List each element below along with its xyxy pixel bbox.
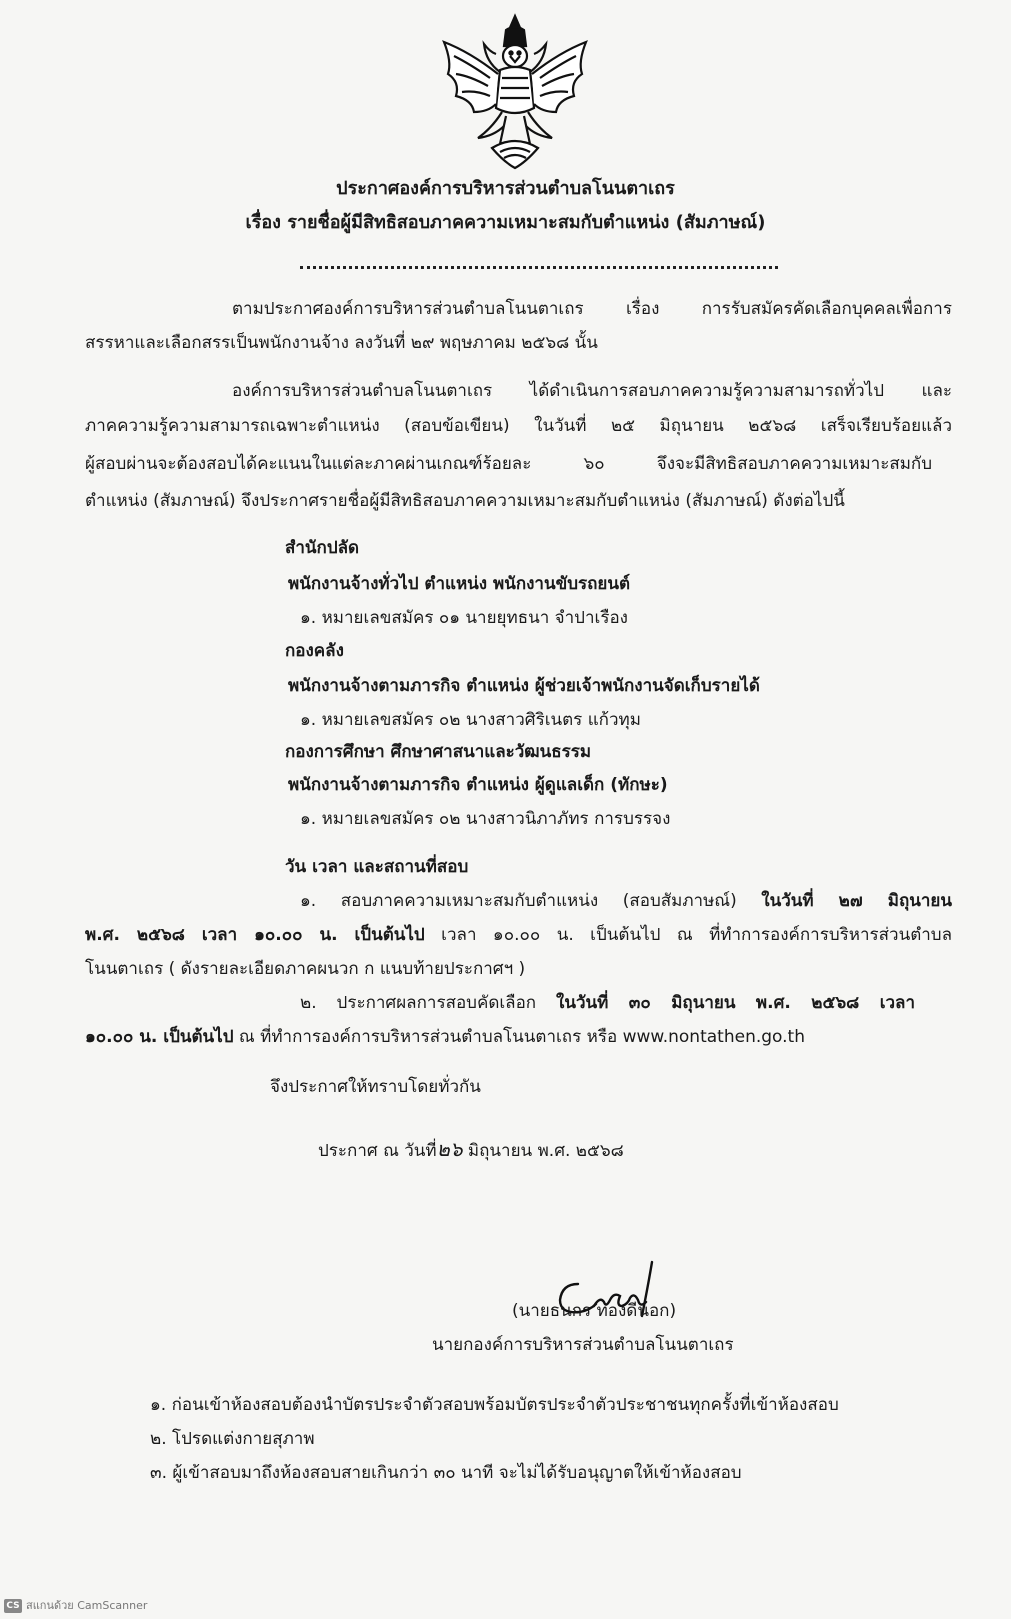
department-position: พนักงานจ้างตามภารกิจ ตำแหน่ง ผู้ช่วยเจ้าพนักงานจัดเก็บรายได้ — [288, 676, 760, 696]
signer-name: (นายธนกร ทองดีนอก) — [512, 1301, 677, 1321]
signer-title: นายกองค์การบริหารส่วนตำบลโนนตาเถร — [432, 1335, 734, 1355]
garuda-emblem-icon — [430, 12, 600, 172]
candidate-entry: ๑. หมายเลขสมัคร ๐๒ นางสาวนิภาภัทร การบรรจง — [300, 809, 671, 829]
schedule-item-2-line-2: ๑๐.๐๐ น. เป็นต้นไป ณ ที่ทำการองค์การบริหารส่วนตำบลโนนตาเถร หรือ www.nontathen.go.th — [85, 1027, 805, 1047]
schedule-item-1-line-2: พ.ศ. ๒๕๖๘ เวลา ๑๐.๐๐ น. เป็นต้นไป เวลา ๑๐.๐๐ น. เป็นต้นไป ณ ที่ทำการองค์การบริหารส่วนตำบล — [85, 925, 953, 945]
scanner-watermark: CS สแกนด้วย CamScanner — [4, 1596, 147, 1614]
department-position: พนักงานจ้างตามภารกิจ ตำแหน่ง ผู้ดูแลเด็ก (ทักษะ) — [288, 775, 668, 795]
camscanner-logo-icon: CS — [4, 1599, 22, 1613]
announcement-title: ประกาศองค์การบริหารส่วนตำบลโนนตาเถร — [336, 178, 675, 199]
title-divider — [300, 266, 778, 269]
department-name: สำนักปลัด — [285, 538, 360, 558]
closing-statement: จึงประกาศให้ทราบโดยทั่วกัน — [270, 1077, 481, 1097]
note-item: ๒. โปรดแต่งกายสุภาพ — [150, 1429, 315, 1449]
note-item: ๑. ก่อนเข้าห้องสอบต้องนำบัตรประจำตัวสอบพร้อมบัตรประจำตัวประชาชนทุกครั้งที่เข้าห้องสอบ — [150, 1395, 839, 1415]
schedule-item-2-line-1: ๒. ประกาศผลการสอบคัดเลือก ในวันที่ ๓๐ มิถุนายน พ.ศ. ๒๕๖๘ เวลา — [300, 993, 916, 1013]
schedule-item-1-line-1: ๑. สอบภาคความเหมาะสมกับตำแหน่ง (สอบสัมภาษณ์) ในวันที่ ๒๗ มิถุนายน — [300, 891, 952, 911]
paragraph-2-line-1: องค์การบริหารส่วนตำบลโนนตาเถร ได้ดำเนินการสอบภาคความรู้ความสามารถทั่วไป และ — [232, 381, 952, 401]
paragraph-1-line-2: สรรหาและเลือกสรรเป็นพนักงานจ้าง ลงวันที่ ๒๙ พฤษภาคม ๒๕๖๘ นั้น — [85, 333, 598, 353]
department-position: พนักงานจ้างทั่วไป ตำแหน่ง พนักงานขับรถยนต์ — [288, 574, 631, 594]
paragraph-2-line-3: ผู้สอบผ่านจะต้องสอบได้คะแนนในแต่ละภาคผ่านเกณฑ์ร้อยละ ๖๐ จึงจะมีสิทธิสอบภาคความเหมาะสมกับ — [85, 454, 932, 474]
paragraph-2-line-2: ภาคความรู้ความสามารถเฉพาะตำแหน่ง (สอบข้อเขียน) ในวันที่ ๒๕ มิถุนายน ๒๕๖๘ เสร็จเรียบร้อยแล้ว — [85, 416, 952, 436]
announcement-subject: เรื่อง รายชื่อผู้มีสิทธิสอบภาคความเหมาะสมกับตำแหน่ง (สัมภาษณ์) — [245, 212, 766, 233]
note-item: ๓. ผู้เข้าสอบมาถึงห้องสอบสายเกินกว่า ๓๐ นาที จะไม่ได้รับอนุญาตให้เข้าห้องสอบ — [150, 1463, 742, 1483]
paragraph-2-line-4: ตำแหน่ง (สัมภาษณ์) จึงประกาศรายชื่อผู้มีสิทธิสอบภาคความเหมาะสมกับตำแหน่ง (สัมภาษณ์) ดังต่อไปนี้ — [85, 491, 845, 511]
schedule-item-1-line-3: โนนตาเถร ( ดังรายละเอียดภาคผนวก ก แนบท้ายประกาศฯ ) — [85, 959, 526, 979]
department-name: กองการศึกษา ศึกษาศาสนาและวัฒนธรรม — [285, 742, 592, 762]
schedule-heading: วัน เวลา และสถานที่สอบ — [285, 857, 469, 877]
announce-date: ประกาศ ณ วันที่๒๖ มิถุนายน พ.ศ. ๒๕๖๘ — [318, 1137, 624, 1161]
candidate-entry: ๑. หมายเลขสมัคร ๐๒ นางสาวศิริเนตร แก้วทุม — [300, 710, 641, 730]
handwritten-day: ๒๖ — [436, 1137, 463, 1161]
department-name: กองคลัง — [285, 641, 344, 661]
paragraph-1-line-1: ตามประกาศองค์การบริหารส่วนตำบลโนนตาเถร เรื่อง การรับสมัครคัดเลือกบุคคลเพื่อการ — [232, 299, 952, 319]
candidate-entry: ๑. หมายเลขสมัคร ๐๑ นายยุทธนา จำปาเรือง — [300, 608, 628, 628]
